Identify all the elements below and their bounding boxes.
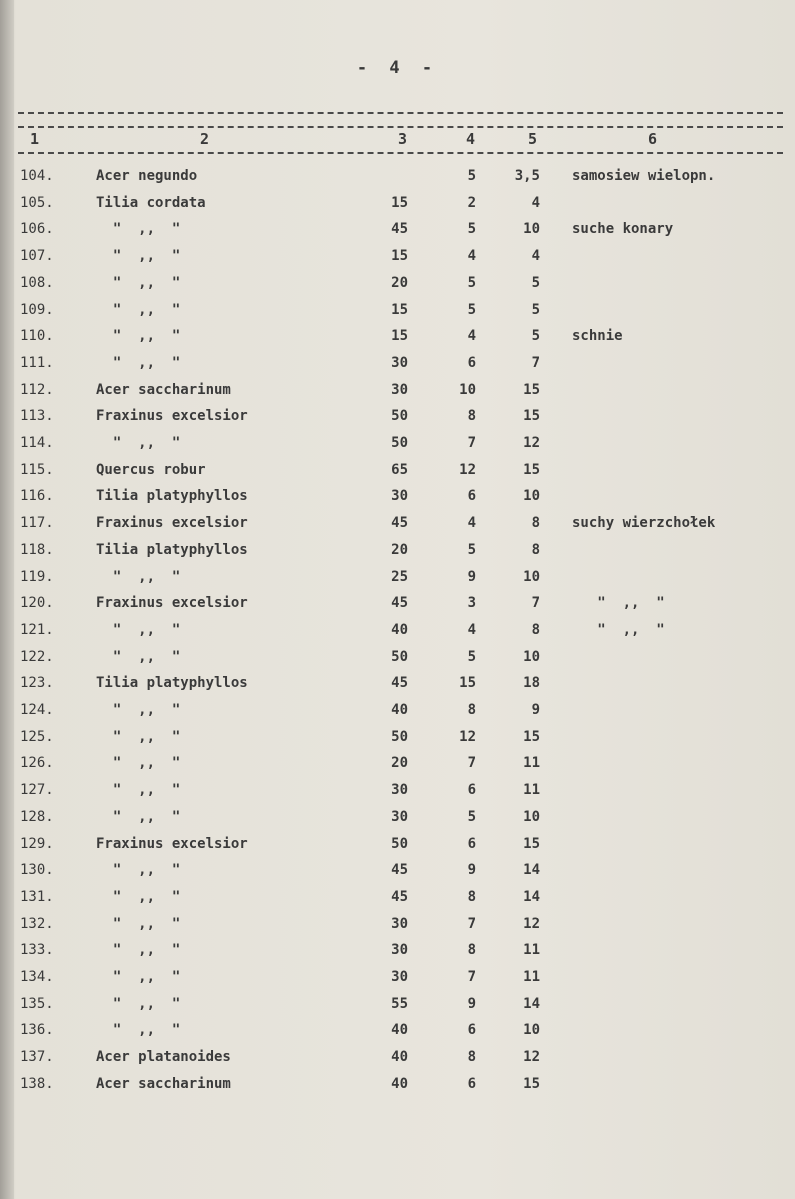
column-4-value: 7 [467, 755, 476, 772]
column-3-value: 20 [391, 274, 408, 291]
column-5-value: 4 [531, 194, 540, 211]
column-5-value: 8 [531, 541, 540, 558]
column-3-value: 45 [391, 888, 408, 905]
row-number: 119. [20, 568, 54, 585]
column-4-value: 5 [467, 168, 476, 184]
column-3-value: 50 [391, 435, 408, 451]
column-5-value: 8 [531, 515, 540, 532]
column-4-value: 15 [459, 675, 476, 692]
row-number: 135. [20, 995, 54, 1012]
row-number: 108. [20, 274, 54, 291]
column-5-value: 10 [523, 488, 540, 505]
column-4-value: 10 [459, 381, 476, 398]
column-3-value: 45 [391, 595, 408, 612]
table-row [0, 435, 795, 459]
column-4-value: 9 [467, 568, 476, 585]
species-name: Tilia platyphyllos [96, 675, 248, 692]
remark: suche konary [572, 221, 674, 238]
species-name: " ,, " [96, 354, 181, 371]
column-5-value: 8 [531, 621, 540, 638]
column-5-value: 18 [523, 675, 540, 692]
column-3-value: 50 [391, 408, 408, 425]
table-row [0, 168, 795, 192]
table-row [0, 569, 795, 593]
row-number: 107. [20, 248, 54, 265]
species-name: " ,, " [96, 568, 181, 585]
column-4-value: 5 [467, 648, 476, 665]
column-5-value: 5 [531, 301, 540, 318]
column-5-value: 11 [523, 969, 540, 985]
column-header-1: 1 [30, 130, 40, 148]
column-5-value: 14 [523, 862, 540, 879]
column-4-value: 6 [467, 782, 476, 799]
row-number: 104. [20, 168, 54, 184]
column-3-value: 40 [391, 702, 408, 718]
table-top-rule [18, 112, 783, 114]
row-number: 115. [20, 461, 54, 478]
species-name: " ,, " [96, 755, 181, 772]
species-name: " ,, " [96, 888, 181, 905]
row-number: 129. [20, 835, 54, 852]
column-5-value: 12 [523, 915, 540, 932]
column-5-value: 11 [523, 942, 540, 959]
table-row [0, 195, 795, 219]
species-name: " ,, " [96, 862, 181, 879]
column-5-value: 14 [523, 888, 540, 905]
column-4-value: 2 [467, 194, 476, 211]
species-name: " ,, " [96, 915, 181, 932]
table-row [0, 809, 795, 833]
table-row [0, 1049, 795, 1073]
column-3-value: 30 [391, 488, 408, 505]
column-5-value: 7 [531, 595, 540, 612]
column-3-value: 30 [391, 782, 408, 799]
species-name: " ,, " [96, 782, 181, 799]
column-3-value: 30 [391, 354, 408, 371]
column-header-5: 5 [528, 130, 538, 148]
row-number: 125. [20, 728, 54, 745]
table-row [0, 221, 795, 245]
column-3-value: 40 [391, 1049, 408, 1066]
column-3-value: 40 [391, 1022, 408, 1039]
column-5-value: 5 [531, 328, 540, 345]
column-4-value: 4 [467, 328, 476, 345]
column-4-value: 8 [467, 408, 476, 425]
column-3-value: 25 [391, 568, 408, 585]
column-4-value: 6 [467, 835, 476, 852]
species-name: Fraxinus excelsior [96, 595, 248, 612]
column-5-value: 10 [523, 1022, 540, 1039]
column-5-value: 15 [523, 381, 540, 398]
remark: " ,, " [572, 595, 665, 612]
column-3-value: 50 [391, 728, 408, 745]
table-row [0, 1022, 795, 1046]
species-name: " ,, " [96, 995, 181, 1012]
column-4-value: 6 [467, 1022, 476, 1039]
row-number: 138. [20, 1075, 54, 1092]
table-header-rule-lower [18, 152, 783, 154]
species-name: " ,, " [96, 969, 181, 985]
column-4-value: 5 [467, 274, 476, 291]
page-number: - 4 - [356, 58, 439, 78]
column-5-value: 11 [523, 782, 540, 799]
column-3-value: 20 [391, 541, 408, 558]
column-3-value: 15 [391, 248, 408, 265]
column-3-value: 40 [391, 621, 408, 638]
column-3-value: 45 [391, 221, 408, 238]
row-number: 113. [20, 408, 54, 425]
row-number: 117. [20, 515, 54, 532]
species-name: " ,, " [96, 648, 181, 665]
column-5-value: 15 [523, 408, 540, 425]
row-number: 128. [20, 808, 54, 825]
column-3-value: 50 [391, 648, 408, 665]
column-3-value: 15 [391, 194, 408, 211]
column-4-value: 7 [467, 435, 476, 451]
column-5-value: 4 [531, 248, 540, 265]
table-row [0, 675, 795, 699]
row-number: 134. [20, 969, 54, 985]
species-name: " ,, " [96, 1022, 181, 1039]
column-5-value: 15 [523, 728, 540, 745]
column-5-value: 9 [531, 702, 540, 718]
species-name: " ,, " [96, 621, 181, 638]
column-4-value: 6 [467, 488, 476, 505]
table-row [0, 275, 795, 299]
row-number: 137. [20, 1049, 54, 1066]
row-number: 123. [20, 675, 54, 692]
row-number: 116. [20, 488, 54, 505]
row-number: 120. [20, 595, 54, 612]
column-4-value: 12 [459, 728, 476, 745]
column-4-value: 4 [467, 248, 476, 265]
table-row [0, 729, 795, 753]
table-row [0, 382, 795, 406]
column-3-value: 65 [391, 461, 408, 478]
species-name: " ,, " [96, 728, 181, 745]
species-name: " ,, " [96, 942, 181, 959]
table-row [0, 542, 795, 566]
column-3-value: 30 [391, 942, 408, 959]
species-name: " ,, " [96, 221, 181, 238]
row-number: 105. [20, 194, 54, 211]
remark: schnie [572, 328, 623, 345]
table-row [0, 1076, 795, 1100]
column-5-value: 3,5 [514, 168, 540, 184]
column-3-value: 45 [391, 862, 408, 879]
species-name: " ,, " [96, 702, 181, 718]
column-header-4: 4 [466, 130, 476, 148]
row-number: 114. [20, 435, 54, 451]
row-number: 106. [20, 221, 54, 238]
row-number: 130. [20, 862, 54, 879]
table-row [0, 836, 795, 860]
species-name: Fraxinus excelsior [96, 408, 248, 425]
column-4-value: 4 [467, 515, 476, 532]
table-row [0, 755, 795, 779]
column-4-value: 6 [467, 1075, 476, 1092]
remark: samosiew wielopn. [572, 168, 716, 184]
row-number: 112. [20, 381, 54, 398]
column-3-value: 50 [391, 835, 408, 852]
species-name: " ,, " [96, 301, 181, 318]
column-5-value: 12 [523, 435, 540, 451]
table-row [0, 248, 795, 272]
row-number: 136. [20, 1022, 54, 1039]
column-4-value: 6 [467, 354, 476, 371]
table-row [0, 462, 795, 486]
row-number: 131. [20, 888, 54, 905]
table-row [0, 488, 795, 512]
column-3-value: 45 [391, 515, 408, 532]
table-row [0, 916, 795, 940]
column-3-value: 30 [391, 969, 408, 985]
remark: " ,, " [572, 621, 665, 638]
table-row [0, 969, 795, 993]
table-row [0, 942, 795, 966]
species-name: " ,, " [96, 248, 181, 265]
column-4-value: 4 [467, 621, 476, 638]
column-5-value: 15 [523, 1075, 540, 1092]
column-3-value: 30 [391, 915, 408, 932]
column-4-value: 7 [467, 969, 476, 985]
table-row [0, 595, 795, 619]
column-header-3: 3 [398, 130, 408, 148]
species-name: Acer saccharinum [96, 381, 231, 398]
species-name: Acer saccharinum [96, 1075, 231, 1092]
column-5-value: 12 [523, 1049, 540, 1066]
table-header-rule-upper [18, 126, 783, 128]
column-4-value: 12 [459, 461, 476, 478]
table-row [0, 302, 795, 326]
column-4-value: 9 [467, 862, 476, 879]
row-number: 111. [20, 354, 54, 371]
column-5-value: 15 [523, 461, 540, 478]
table-row [0, 622, 795, 646]
column-3-value: 55 [391, 995, 408, 1012]
column-4-value: 3 [467, 595, 476, 612]
column-header-6: 6 [648, 130, 658, 148]
column-4-value: 5 [467, 541, 476, 558]
column-4-value: 5 [467, 221, 476, 238]
species-name: " ,, " [96, 808, 181, 825]
table-row [0, 355, 795, 379]
row-number: 132. [20, 915, 54, 932]
column-4-value: 7 [467, 915, 476, 932]
species-name: Tilia platyphyllos [96, 541, 248, 558]
row-number: 118. [20, 541, 54, 558]
column-4-value: 8 [467, 702, 476, 718]
species-name: Acer platanoides [96, 1049, 231, 1066]
column-4-value: 8 [467, 942, 476, 959]
table-row [0, 515, 795, 539]
column-header-2: 2 [200, 130, 210, 148]
column-3-value: 40 [391, 1075, 408, 1092]
column-5-value: 7 [531, 354, 540, 371]
column-3-value: 30 [391, 808, 408, 825]
column-4-value: 9 [467, 995, 476, 1012]
species-name: Acer negundo [96, 168, 198, 184]
species-name: Tilia platyphyllos [96, 488, 248, 505]
row-number: 126. [20, 755, 54, 772]
row-number: 122. [20, 648, 54, 665]
table-row [0, 889, 795, 913]
row-number: 110. [20, 328, 54, 345]
column-4-value: 8 [467, 888, 476, 905]
table-row [0, 328, 795, 352]
row-number: 109. [20, 301, 54, 318]
column-4-value: 5 [467, 808, 476, 825]
row-number: 124. [20, 702, 54, 718]
column-3-value: 30 [391, 381, 408, 398]
row-number: 133. [20, 942, 54, 959]
species-name: Fraxinus excelsior [96, 835, 248, 852]
column-5-value: 15 [523, 835, 540, 852]
table-row [0, 782, 795, 806]
column-4-value: 8 [467, 1049, 476, 1066]
column-5-value: 10 [523, 568, 540, 585]
column-3-value: 20 [391, 755, 408, 772]
column-4-value: 5 [467, 301, 476, 318]
species-name: Tilia cordata [96, 194, 206, 211]
table-row [0, 702, 795, 726]
species-name: " ,, " [96, 274, 181, 291]
column-3-value: 15 [391, 301, 408, 318]
species-name: Fraxinus excelsior [96, 515, 248, 532]
remark: suchy wierzchołek [572, 515, 716, 532]
column-5-value: 5 [531, 274, 540, 291]
column-5-value: 10 [523, 648, 540, 665]
column-5-value: 10 [523, 808, 540, 825]
row-number: 121. [20, 621, 54, 638]
column-5-value: 10 [523, 221, 540, 238]
table-row [0, 408, 795, 432]
column-5-value: 14 [523, 995, 540, 1012]
species-name: " ,, " [96, 328, 181, 345]
table-row [0, 862, 795, 886]
column-3-value: 45 [391, 675, 408, 692]
row-number: 127. [20, 782, 54, 799]
species-name: Quercus robur [96, 461, 206, 478]
species-name: " ,, " [96, 435, 181, 451]
table-row [0, 996, 795, 1020]
table-row [0, 649, 795, 673]
column-5-value: 11 [523, 755, 540, 772]
column-3-value: 15 [391, 328, 408, 345]
